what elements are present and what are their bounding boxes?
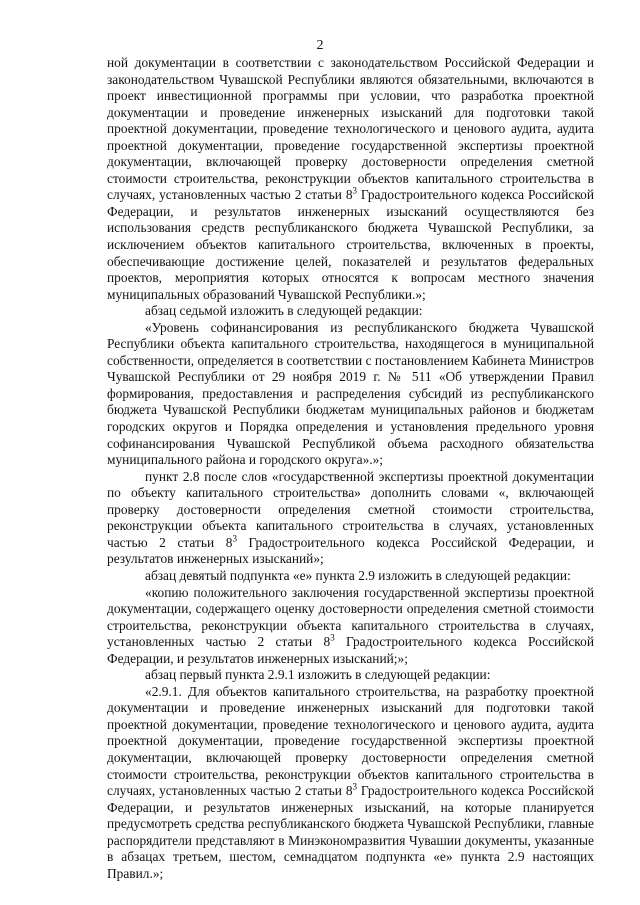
paragraph-6: «копию положительного заключения государственной экспертизы проектной документации, содержащего оценку достоверности определения сметной стоимости строительства, реконструкции объекта капитального строительства в случаях, установленных частью 2 статьи $8^3$ Градостроительного кодекса Российской Федерации, и результатов инженерных изысканий;»; — [107, 584, 594, 666]
paragraph-4: пункт 2.8 после слов «государственной экспертизы проектной документации по объекту капитального строительства» дополнить словами «, включающей проверку достоверности определения сметной стоимости строительства, реконструкции объекта капитального строительства в случаях, установленных частью 2 статьи $8^3$ Градостроительного кодекса Российской Федерации, и результатов инженерных изысканий»; — [107, 468, 594, 567]
paragraph-8: «2.9.1. Для объектов капитального строительства, на разработку проектной документации и проведение инженерных изысканий для подготовки такой проектной документации, проведение технологического и ценового аудита, аудита проектной документации, проведение государственной экспертизы проектной документации, включающей проверку достоверности определения сметной стоимости строительства, реконструкции объектов капитального строительства в случаях, установленных частью 2 статьи $8^3$ Градостроительного кодекса Российской Федерации, и результатов инженерных изысканий, на которые планируется предусмотреть средства республиканского бюджета Чувашской Республики, главные распорядители представляют в Минэкономразвития Чувашии документы, указанные в абзацах третьем, шестом, семнадцатом подпункта «е» пункта 2.9 настоящих Правил.»; — [107, 683, 594, 881]
page-number: 2 — [316, 38, 324, 53]
paragraph-2: абзац седьмой изложить в следующей редакции: — [145, 303, 423, 319]
document-body — [107, 55, 594, 882]
paragraph-7: абзац первый пункта 2.9.1 изложить в следующей редакции: — [145, 667, 491, 683]
paragraph-1: ной документации в соответствии с законодательством Российской Федерации и законодательством Чувашской Республики являются обязательными, включаются в проект инвестиционной программы при условии, что разработка проектной документации и проведение инженерных изысканий для подготовки такой проектной документации, проведение технологического и ценового аудита, аудита проектной документации, проведение государственной экспертизы проектной документации, включающей проверку достоверности определения сметной стоимости строительства, реконструкции объектов капитального строительства в случаях, установленных частью 2 статьи $8^3$ Градостроительного кодекса Российской Федерации, и результатов инженерных изысканий осуществляются без использования средств республиканского бюджета Чувашской Республики, за исключением объектов капитального строительства, включенных в проекты, обеспечивающие достижение целей, показателей и результатов федеральных проектов, мероприятия которых относятся к вопросам местного значения муниципальных образований Чувашской Республики.»; — [107, 55, 594, 302]
paragraph-3: «Уровень софинансирования из республиканского бюджета Чувашской Республики объекта капитального строительства, находящегося в муниципальной собственности, определяется в соответствии с постановлением Кабинета Министров Чувашской Республики от 29 ноября 2019 г. № 511 «Об утверждении Правил формирования, предоставления и распределения субсидий из республиканского бюджета Чувашской Республики бюджетам муниципальных районов и бюджетам городских округов и Порядка определения и установления предельного уровня софинансирования Чувашской Республикой объема расходного обязательства муниципального района и городского округа».»; — [107, 319, 594, 468]
paragraph-5: абзац девятый подпункта «е» пункта 2.9 изложить в следующей редакции: — [145, 567, 571, 583]
